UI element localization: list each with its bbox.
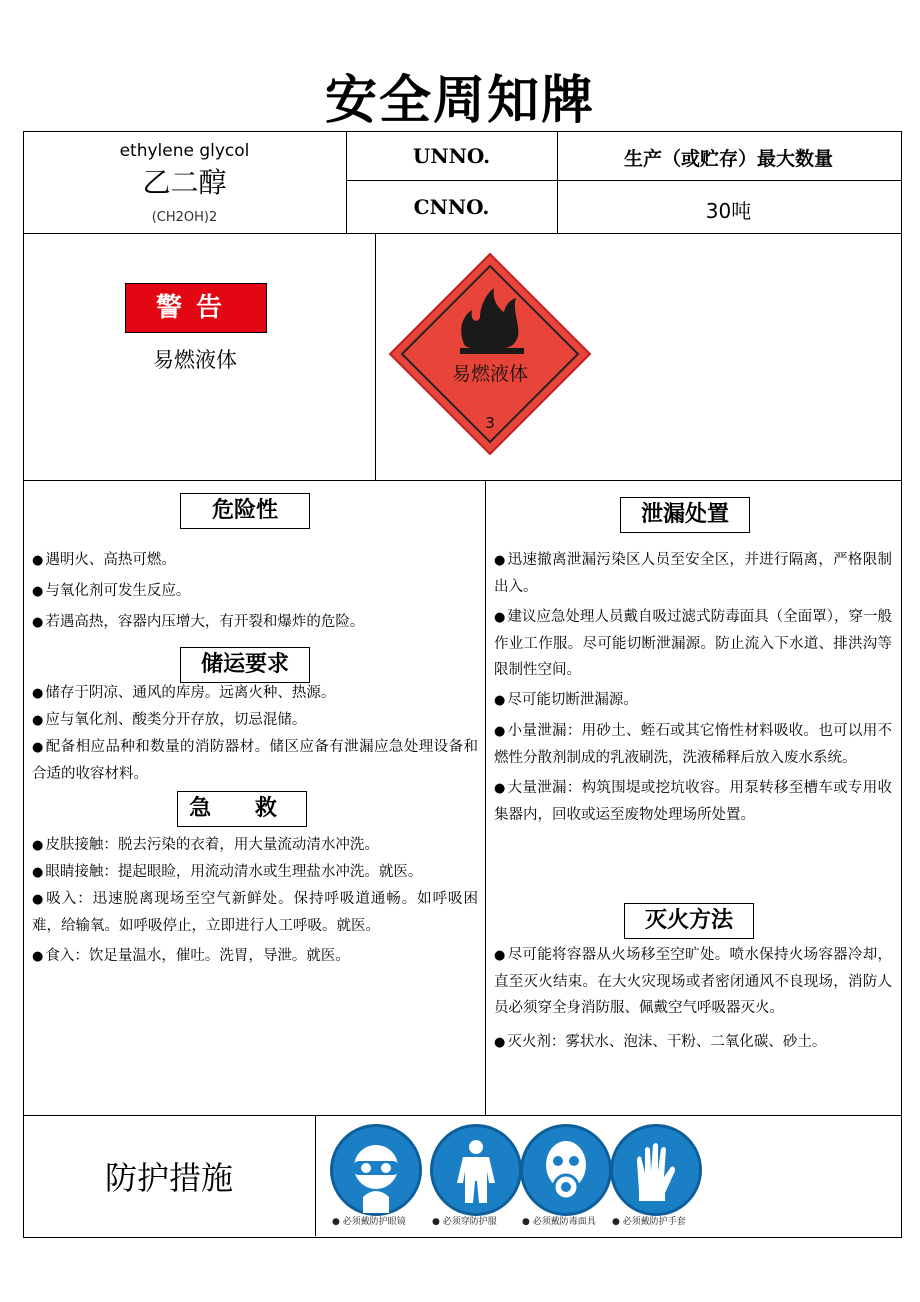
list-item: ● 迅速撤离泄漏污染区人员至安全区，并进行隔离，严格限制出入。	[494, 552, 893, 595]
firstaid-list	[32, 832, 478, 970]
list-item: ● 小量泄漏：用砂土、蛭石或其它惰性材料吸收。也可以用不燃性分散剂制成的乳液刷洗，洗液稀释后放入废水系统。	[494, 723, 893, 766]
list-item: ● 与氧化剂可发生反应。	[32, 583, 191, 599]
list-item: ● 若遇高热，容器内压增大，有开裂和爆炸的危险。	[32, 614, 365, 630]
list-item: ● 大量泄漏：构筑围堤或挖坑收容。用泵转移至槽车或专用收集器内，回收或运至废物处理场所处置。	[494, 780, 893, 823]
divider	[23, 1115, 901, 1116]
icon-caption: 必须戴防护手套	[622, 1217, 686, 1227]
unno-label: UNNO.	[412, 144, 491, 168]
danger-list	[32, 547, 478, 636]
divider	[346, 180, 901, 181]
divider	[23, 233, 901, 234]
icon-caption: 必须戴防护眼镜	[342, 1217, 406, 1227]
gloves-icon	[610, 1124, 702, 1216]
list-item: ● 食入：饮足量温水，催吐。洗胃，导泄。就医。	[32, 948, 350, 964]
leak-title: 泄漏处置	[620, 497, 750, 533]
list-item: ● 遇明火、高热可燃。	[32, 552, 176, 568]
chemical-name-cn: 乙二醇	[142, 166, 227, 199]
flammable-liquid-diamond	[388, 252, 592, 456]
diamond-class: 3	[485, 414, 495, 432]
firstaid-title: 急 救	[177, 791, 307, 827]
divider	[23, 480, 901, 481]
fire-title: 灭火方法	[624, 903, 754, 939]
icon-caption: 必须戴防毒面具	[532, 1217, 596, 1227]
goggles-icon	[330, 1124, 422, 1216]
leak-list	[494, 547, 892, 828]
list-item: ● 皮肤接触：脱去污染的衣着，用大量流动清水冲洗。	[32, 837, 379, 853]
chemical-formula: (CH2OH)2	[151, 210, 218, 225]
list-item: ● 眼睛接触：提起眼睑，用流动清水或生理盐水冲洗。就医。	[32, 864, 423, 880]
hazard-type: 易燃液体	[153, 348, 237, 372]
diamond-label: 易燃液体	[451, 363, 529, 385]
storage-list	[32, 680, 478, 787]
list-item: ● 吸入：迅速脱离现场至空气新鲜处。保持呼吸道通畅。如呼吸困难，给输氧。如呼吸停止，立即进行人工呼吸。就医。	[32, 891, 478, 934]
list-item: ● 尽可能切断泄漏源。	[494, 692, 638, 708]
cnno-label: CNNO.	[413, 195, 490, 219]
divider	[315, 1115, 316, 1236]
gas-mask-icon	[520, 1124, 612, 1216]
list-item: ● 储存于阴凉、通风的库房。远离火种、热源。	[32, 685, 336, 701]
danger-title: 危险性	[180, 493, 310, 529]
divider	[485, 480, 486, 1115]
max-qty-value: 30吨	[705, 199, 752, 223]
protective-suit-icon	[430, 1124, 522, 1216]
divider	[375, 233, 376, 480]
list-item: ● 尽可能将容器从火场移至空旷处。喷水保持火场容器冷却，直至灭火结束。在大火灾现场或者密闭通风不良现场，消防人员必须穿全身消防服、佩戴空气呼吸器灭火。	[494, 947, 893, 1016]
protection-label: 防护措施	[104, 1159, 233, 1197]
icon-caption: 必须穿防护服	[442, 1217, 497, 1227]
chemical-name-en: ethylene glycol	[119, 141, 250, 161]
list-item: ● 建议应急处理人员戴自吸过滤式防毒面具（全面罩），穿一般作业工作服。尽可能切断泄漏源。防止流入下水道、排洪沟等限制性空间。	[494, 609, 892, 678]
storage-title: 储运要求	[180, 647, 310, 683]
list-item: ● 灭火剂：雾状水、泡沫、干粉、二氧化碳、砂土。	[494, 1034, 827, 1050]
page-title: 安全周知牌	[324, 71, 595, 131]
list-item: ● 配备相应品种和数量的消防器材。储区应备有泄漏应急处理设备和合适的收容材料。	[32, 739, 479, 782]
max-qty-label: 生产（或贮存）最大数量	[623, 148, 833, 170]
warning-badge: 警告	[125, 283, 267, 333]
list-item: ● 应与氧化剂、酸类分开存放，切忌混储。	[32, 712, 307, 728]
fire-list	[494, 942, 892, 1056]
